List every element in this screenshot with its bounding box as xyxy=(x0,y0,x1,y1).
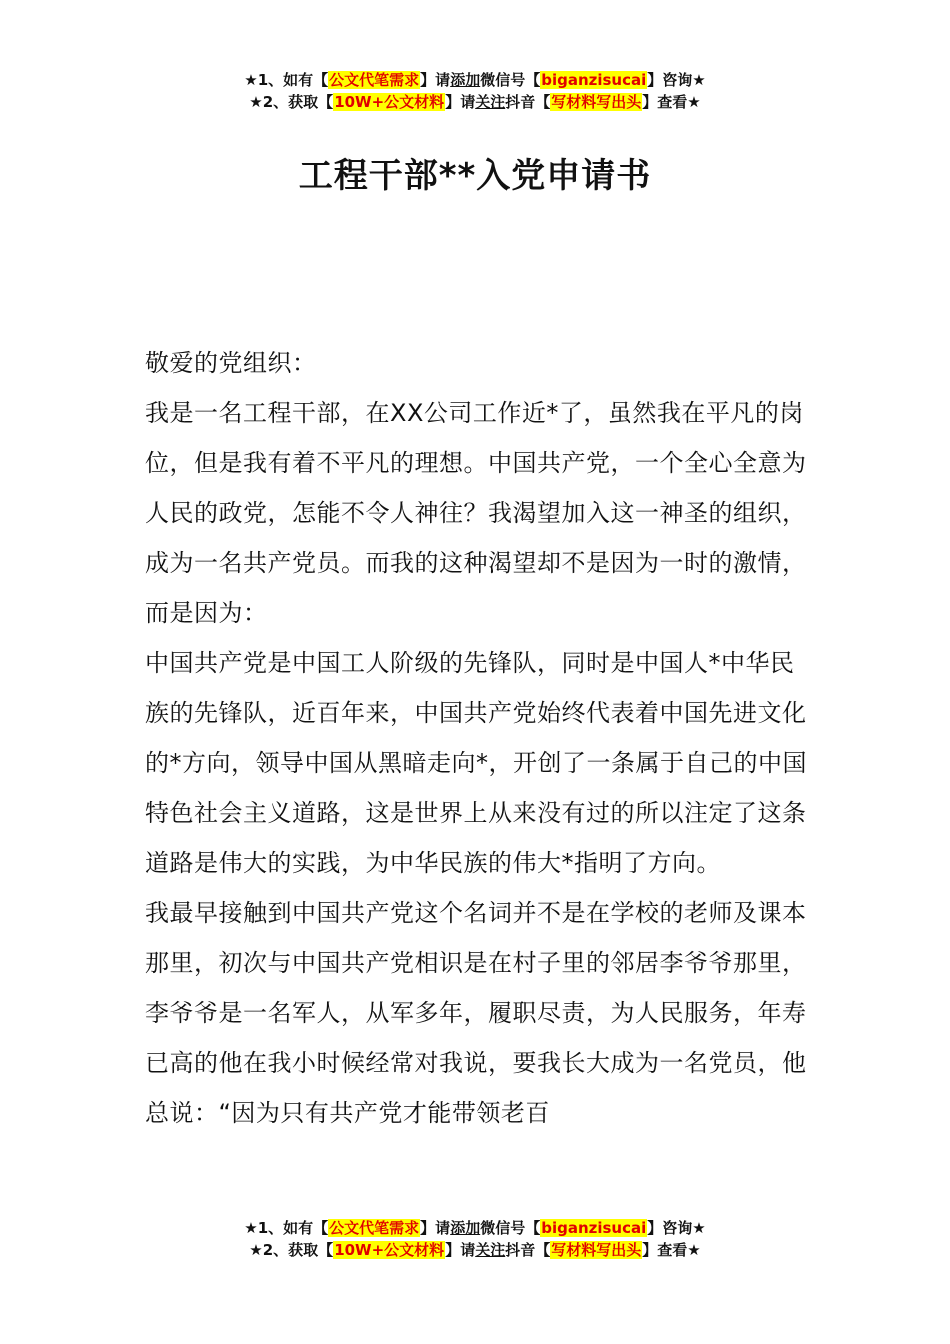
star-icon: ★ xyxy=(244,71,258,89)
paragraph: 中国共产党是中国工人阶级的先锋队，同时是中国人*中华民族的先锋队，近百年来，中国共产党始终代表着中国先进文化的*方向，领导中国从黑暗走向*，开创了一条属于自己的中国特色社会主义道路，这是世界上从来没有过的所以注定了这条道路是伟大的实践，为中华民族的伟大*指明了方向。 xyxy=(145,649,807,877)
promo-text: 2、获取【 xyxy=(262,93,334,111)
promo-footer xyxy=(0,1217,950,1261)
paragraph: 我最早接触到中国共产党这个名词并不是在学校的老师及课本那里，初次与中国共产党相识是在村子里的邻居李爷爷那里，李爷爷是一名军人，从军多年，履职尽责，为人民服务，年寿已高的他在我小时候经常对我说，要我长大成为一名党员，他总说：“因为只有共产党才能带领老百 xyxy=(145,899,807,1127)
promo-text: 1、如有【 xyxy=(257,71,329,89)
promo-text: 】查看★ xyxy=(642,1241,701,1259)
promo-text: 1、如有【 xyxy=(257,1219,329,1237)
promo-text: 抖音【 xyxy=(505,1241,551,1259)
promo-line-2 xyxy=(0,1239,950,1261)
highlight-service: 公文代笔需求 xyxy=(329,71,420,89)
star-icon: ★ xyxy=(249,93,263,111)
underlined-add: 添加 xyxy=(450,1219,481,1237)
promo-line-1 xyxy=(0,1217,950,1239)
star-icon: ★ xyxy=(249,1241,263,1259)
promo-text: 】咨询★ xyxy=(647,1219,706,1237)
promo-text: 微信号【 xyxy=(480,1219,541,1237)
promo-line-1 xyxy=(0,69,950,91)
underlined-follow: 关注 xyxy=(475,1241,506,1259)
promo-text: 】请 xyxy=(445,1241,476,1259)
underlined-add: 添加 xyxy=(450,71,481,89)
promo-text: 】请 xyxy=(445,93,476,111)
promo-text: 微信号【 xyxy=(480,71,541,89)
salutation: 敬爱的党组织： xyxy=(145,349,317,377)
document-title: 工程干部**入党申请书 xyxy=(298,156,652,196)
promo-text: 】咨询★ xyxy=(647,71,706,89)
promo-text: 2、获取【 xyxy=(262,1241,334,1259)
promo-text: 】查看★ xyxy=(642,93,701,111)
highlight-douyin: 写材料写出头 xyxy=(551,1241,642,1259)
highlight-materials: 10W+公文材料 xyxy=(334,93,445,111)
promo-header xyxy=(0,69,950,113)
highlight-wechat-id: biganzisucai xyxy=(541,71,647,89)
promo-text: 抖音【 xyxy=(505,93,551,111)
highlight-wechat-id: biganzisucai xyxy=(541,1219,647,1237)
underlined-follow: 关注 xyxy=(475,93,506,111)
star-icon: ★ xyxy=(244,1219,258,1237)
highlight-service: 公文代笔需求 xyxy=(329,1219,420,1237)
promo-text: 】请 xyxy=(420,71,451,89)
paragraph: 我是一名工程干部，在XX公司工作近*了，虽然我在平凡的岗位，但是我有着不平凡的理想。中国共产党，一个全心全意为人民的政党，怎能不令人神往？我渴望加入这一神圣的组织，成为一名共产党员。而我的这种渴望却不是因为一时的激情，而是因为： xyxy=(145,399,807,627)
document-body xyxy=(145,338,810,1138)
highlight-materials: 10W+公文材料 xyxy=(334,1241,445,1259)
highlight-douyin: 写材料写出头 xyxy=(551,93,642,111)
promo-line-2 xyxy=(0,91,950,113)
promo-text: 】请 xyxy=(420,1219,451,1237)
